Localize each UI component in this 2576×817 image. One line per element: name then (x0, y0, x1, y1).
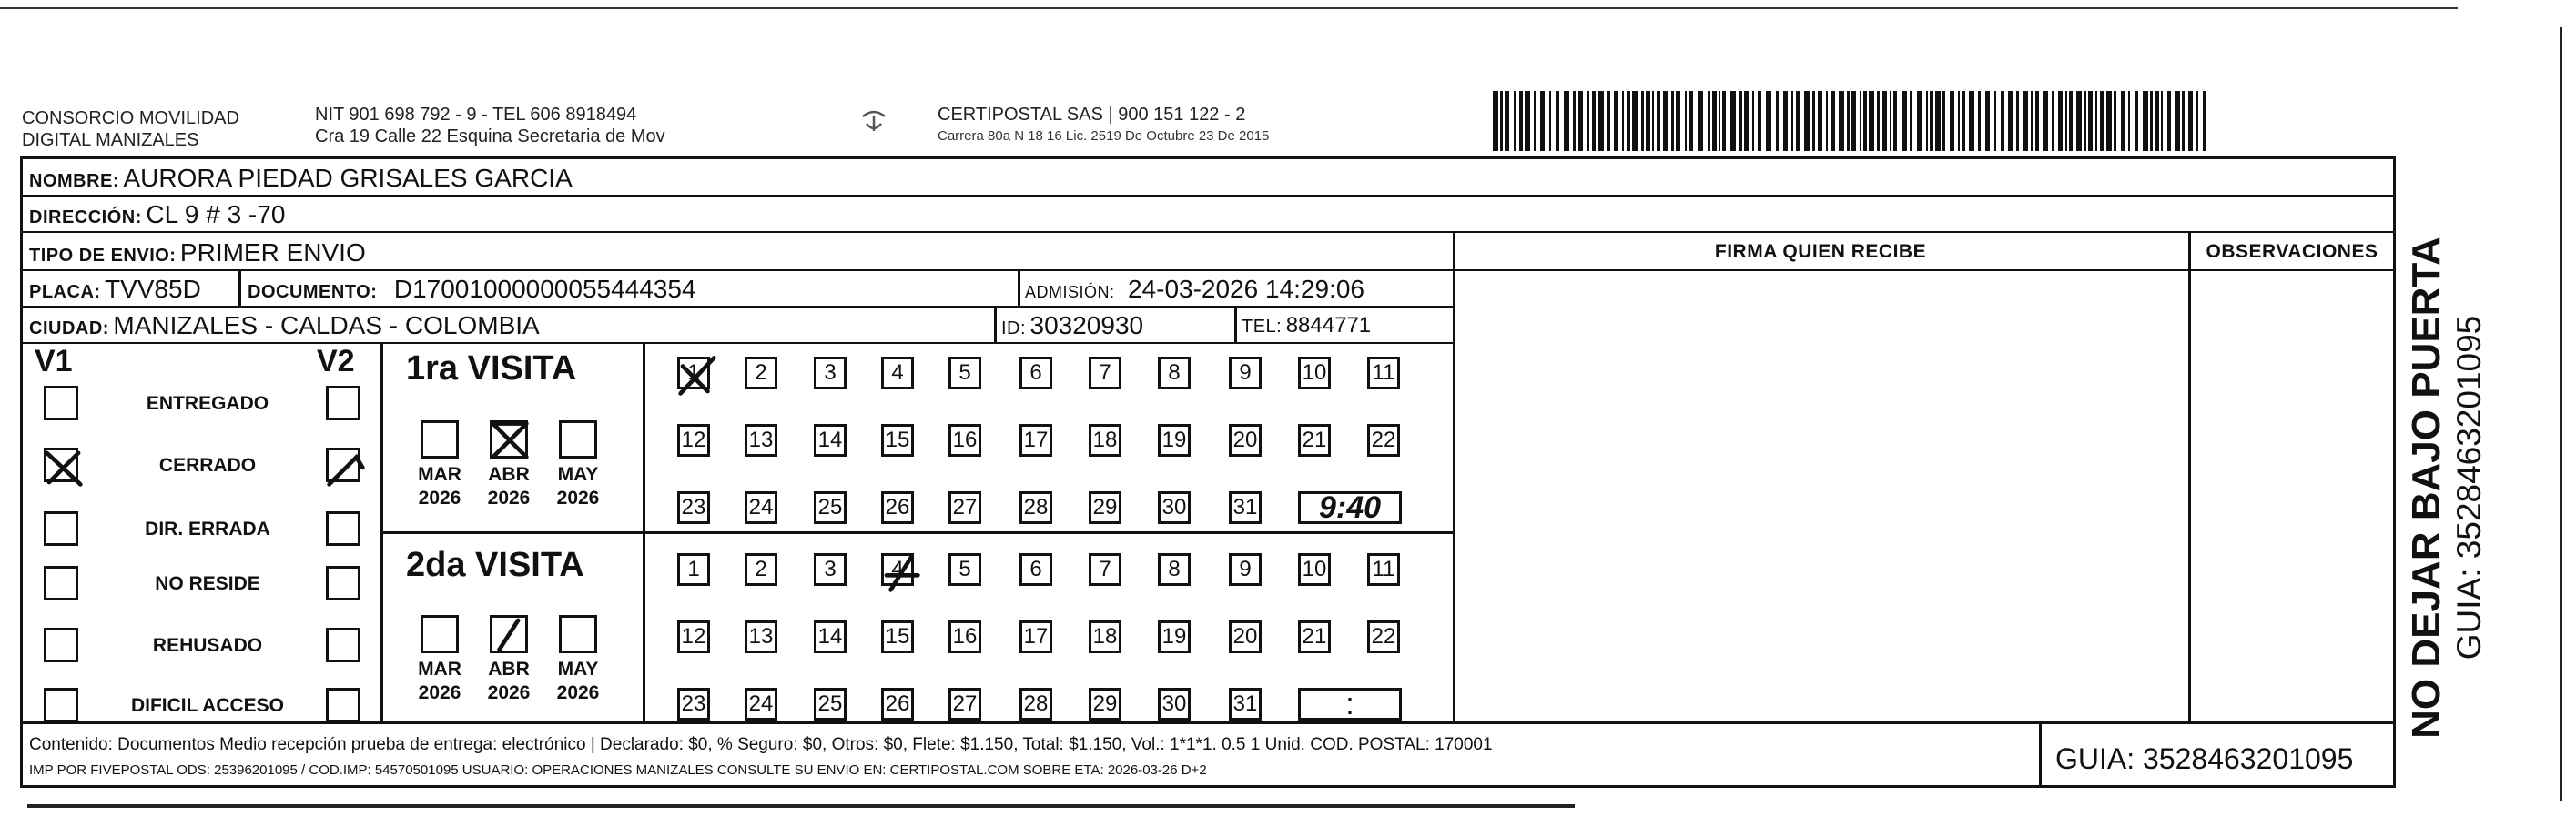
day-box[interactable]: 7 (1089, 357, 1121, 389)
v2-checkbox[interactable] (326, 566, 360, 600)
direccion-value: CL 9 # 3 -70 (146, 200, 286, 228)
tel-field (1242, 313, 1371, 338)
month-checkbox[interactable] (490, 420, 528, 459)
admision-label: ADMISIÓN: (1025, 283, 1115, 301)
tipo-value: PRIMER ENVIO (179, 238, 366, 267)
day-box[interactable]: 24 (745, 688, 777, 721)
year-label: 2026 (487, 682, 531, 703)
day-box[interactable]: 26 (881, 491, 914, 524)
month-checkbox[interactable] (421, 615, 459, 653)
direccion-field (29, 200, 285, 229)
tel-value: 8844771 (1285, 313, 1372, 338)
documento-value: D17001000000055444354 (393, 275, 696, 303)
day-box[interactable]: 28 (1019, 491, 1052, 524)
day-box[interactable]: 29 (1089, 491, 1121, 524)
year-label: 2026 (418, 682, 461, 703)
firma-label: FIRMA QUIEN RECIBE (1714, 241, 1927, 262)
admision-value: 24-03-2026 14:29:06 (1127, 275, 1364, 303)
month-checkbox[interactable] (559, 615, 597, 653)
tel-divider (1234, 308, 1237, 344)
nit-line2: Cra 19 Calle 22 Esquina Secretaria de Mov (315, 126, 665, 146)
day-box[interactable]: 22 (1367, 424, 1400, 457)
admision-field (1025, 275, 1364, 304)
status-option-label: REHUSADO (152, 635, 263, 656)
v1-checkbox[interactable] (44, 386, 78, 420)
day-box[interactable]: 1 (677, 357, 710, 389)
year-label: 2026 (556, 488, 600, 509)
id-value: 30320930 (1029, 311, 1144, 339)
carrier-block (938, 104, 1269, 147)
day-box[interactable]: 20 (1229, 424, 1262, 457)
guia-footer: GUIA: 3528463201095 (2055, 742, 2354, 775)
day-box[interactable]: 6 (1019, 553, 1052, 586)
day-box[interactable]: 3 (814, 357, 847, 389)
day-box[interactable]: 17 (1019, 620, 1052, 653)
direccion-label: DIRECCIÓN: (29, 207, 142, 227)
day-box[interactable]: 10 (1298, 357, 1331, 389)
nombre-field (29, 164, 573, 193)
day-box[interactable]: 11 (1367, 357, 1400, 389)
day-box[interactable]: 16 (948, 424, 981, 457)
documento-field (248, 275, 696, 304)
status-option-label: DIR. ERRADA (145, 519, 270, 540)
day-box[interactable]: 4 (881, 357, 914, 389)
observaciones-divider (2188, 233, 2191, 721)
day-box[interactable]: 9 (1229, 553, 1262, 586)
day-box[interactable]: 11 (1367, 553, 1400, 586)
day-box[interactable]: 23 (677, 688, 710, 721)
day-box[interactable]: 10 (1298, 553, 1331, 586)
barcode (1493, 91, 2212, 151)
ciudad-value: MANIZALES - CALDAS - COLOMBIA (113, 311, 540, 339)
placa-divider (238, 271, 241, 308)
day-box[interactable]: 12 (677, 620, 710, 653)
side-guia: GUIA: 3528463201095 (2450, 315, 2488, 661)
placa-field (29, 275, 201, 304)
nit-block (315, 104, 665, 147)
day-box[interactable]: 14 (814, 620, 847, 653)
time-box[interactable]: 9:40 (1298, 491, 1402, 524)
carrier-line1: CERTIPOSTAL SAS | 900 151 122 - 2 (938, 105, 1246, 125)
time-box[interactable]: : (1298, 688, 1402, 721)
month-label: MAY (557, 659, 599, 680)
day-box[interactable]: 24 (745, 491, 777, 524)
side-text (2403, 187, 2512, 788)
visits-split-line (380, 531, 1453, 534)
day-box[interactable]: 8 (1158, 357, 1191, 389)
nombre-value: AURORA PIEDAD GRISALES GARCIA (123, 164, 573, 192)
day-box[interactable]: 15 (881, 620, 914, 653)
firma-header-line (1453, 269, 2396, 271)
day-box[interactable]: 2 (745, 553, 777, 586)
v2-checkbox[interactable] (326, 448, 360, 482)
tipo-label: TIPO DE ENVIO: (29, 246, 177, 266)
status-option-label: DIFICIL ACCESO (130, 695, 284, 716)
company-line2: DIGITAL MANIZALES (22, 130, 199, 150)
day-box[interactable]: 14 (814, 424, 847, 457)
day-box[interactable]: 3 (814, 553, 847, 586)
day-box[interactable]: 15 (881, 424, 914, 457)
day-box[interactable]: 21 (1298, 620, 1331, 653)
observaciones-label: OBSERVACIONES (2206, 241, 2378, 262)
id-label: ID: (1001, 318, 1027, 338)
placa-value: TVV85D (105, 275, 201, 303)
nombre-label: NOMBRE: (29, 171, 120, 191)
day-box[interactable]: 31 (1229, 491, 1262, 524)
month-checkbox[interactable] (559, 420, 597, 459)
v1-checkbox[interactable] (44, 566, 78, 600)
tipo-field (29, 238, 366, 267)
day-box[interactable]: 7 (1089, 553, 1121, 586)
v2-label: V2 (317, 344, 355, 378)
day-box[interactable]: 17 (1019, 424, 1052, 457)
month-checkbox[interactable] (490, 615, 528, 653)
company-block (22, 107, 239, 151)
placa-label: PLACA: (29, 282, 101, 302)
day-box[interactable]: 13 (745, 424, 777, 457)
bottom-rule (27, 804, 1575, 808)
v1-checkbox[interactable] (44, 448, 78, 482)
visit2-title: 2da VISITA (406, 546, 584, 584)
day-box[interactable]: 23 (677, 491, 710, 524)
month-label: MAR (418, 659, 461, 680)
v1-checkbox[interactable] (44, 688, 78, 722)
month-label: ABR (488, 659, 530, 680)
day-box[interactable]: 6 (1019, 357, 1052, 389)
day-box[interactable]: 18 (1089, 620, 1121, 653)
month-checkbox[interactable] (421, 420, 459, 459)
imp-text: IMP POR FIVEPOSTAL ODS: 25396201095 / COD.IMP: 54570501095 USUARIO: OPERACIONES MANIZALES CONSULTE SU ENVIO EN: CERTIPOSTAL.COM SOBRE ETA: 2026-03-26 D+2 (29, 762, 1207, 778)
status-option-label: NO RESIDE (155, 573, 260, 594)
month-label: MAY (557, 464, 599, 485)
day-box[interactable]: 9 (1229, 357, 1262, 389)
day-box[interactable]: 1 (677, 553, 710, 586)
documento-label: DOCUMENTO: (248, 282, 378, 302)
top-rule (0, 7, 2458, 9)
month-label: ABR (488, 464, 530, 485)
day-box[interactable]: 25 (814, 491, 847, 524)
ciudad-label: CIUDAD: (29, 318, 109, 338)
nit-line1: NIT 901 698 792 - 9 - TEL 606 8918494 (315, 105, 637, 125)
day-box[interactable]: 2 (745, 357, 777, 389)
day-box[interactable]: 28 (1019, 688, 1052, 721)
status-option-label: ENTREGADO (146, 393, 269, 414)
day-box[interactable]: 13 (745, 620, 777, 653)
day-box[interactable]: 8 (1158, 553, 1191, 586)
day-box[interactable]: 18 (1089, 424, 1121, 457)
day-box[interactable]: 12 (677, 424, 710, 457)
day-box[interactable]: 21 (1298, 424, 1331, 457)
visit1-title: 1ra VISITA (406, 349, 577, 388)
carrier-line2: Carrera 80a N 18 16 Lic. 2519 De Octubre 23 De 2015 (938, 128, 1270, 144)
day-box[interactable]: 30 (1158, 688, 1191, 721)
day-box[interactable]: 27 (948, 688, 981, 721)
status-option-label: CERRADO (158, 455, 257, 476)
year-label: 2026 (556, 682, 600, 703)
year-label: 2026 (418, 488, 461, 509)
day-box[interactable]: 25 (814, 688, 847, 721)
year-label: 2026 (487, 488, 531, 509)
day-box[interactable]: 27 (948, 491, 981, 524)
day-box[interactable]: 30 (1158, 491, 1191, 524)
month-label: MAR (418, 464, 461, 485)
day-box[interactable]: 20 (1229, 620, 1262, 653)
guia-divider (2039, 721, 2042, 788)
day-box[interactable]: 31 (1229, 688, 1262, 721)
tel-label: TEL: (1242, 317, 1283, 337)
day-box[interactable]: 19 (1158, 620, 1191, 653)
company-line1: CONSORCIO MOVILIDAD (22, 108, 239, 128)
v2-checkbox[interactable] (326, 511, 360, 546)
right-edge-line (2560, 27, 2562, 801)
direccion-row (20, 197, 2396, 233)
side-warning: NO DEJAR BAJO PUERTA (2404, 237, 2449, 739)
day-box[interactable]: 29 (1089, 688, 1121, 721)
v1-label: V1 (35, 344, 73, 378)
v2-checkbox[interactable] (326, 386, 360, 420)
id-field (1001, 311, 1143, 340)
admision-divider (1018, 271, 1020, 308)
contenido-text: Contenido: Documentos Medio recepción prueba de entrega: electrónico | Declarado: $0, % Seguro: $0, Otros: $0, Flete: $1.150, Total: $1.150, Vol.: 1*1*1. 0.5 1 Unid. COD. POSTAL: 170001 (29, 735, 1493, 754)
day-box[interactable]: 22 (1367, 620, 1400, 653)
day-box[interactable]: 19 (1158, 424, 1191, 457)
day-box[interactable]: 5 (948, 553, 981, 586)
day-box[interactable]: 26 (881, 688, 914, 721)
day-box[interactable]: 16 (948, 620, 981, 653)
id-divider (994, 308, 997, 344)
v2-checkbox[interactable] (326, 688, 360, 722)
v2-checkbox[interactable] (326, 628, 360, 662)
day-box[interactable]: 4 (881, 553, 914, 586)
ciudad-field (29, 311, 540, 340)
carrier-logo-icon (856, 107, 892, 144)
v1-checkbox[interactable] (44, 628, 78, 662)
v1-checkbox[interactable] (44, 511, 78, 546)
day-box[interactable]: 5 (948, 357, 981, 389)
signature-divider (1453, 233, 1455, 721)
